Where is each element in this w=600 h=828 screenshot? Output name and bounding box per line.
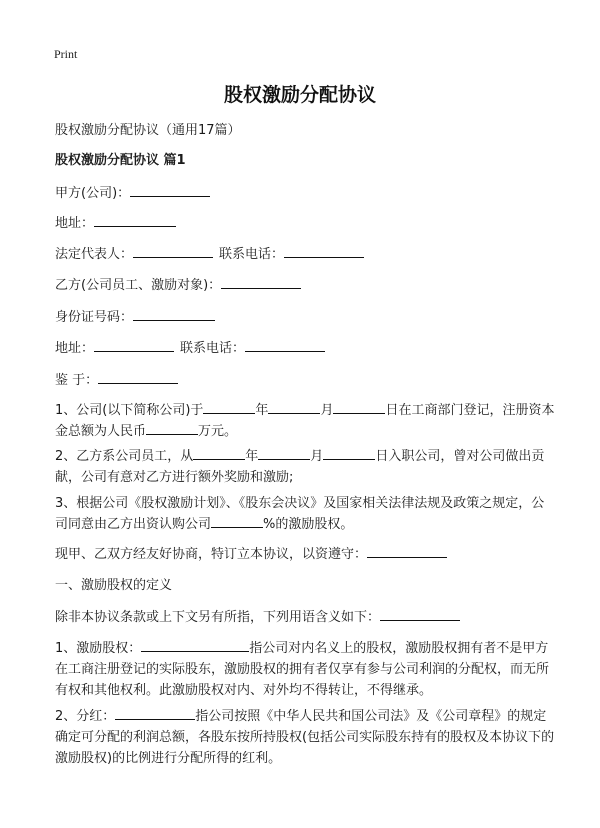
clause-1-year: 年: [255, 403, 269, 418]
subtitle: 股权激励分配协议（通用17篇）: [55, 123, 241, 138]
legal-rep-line: [55, 244, 556, 265]
party-a-line: [55, 183, 556, 204]
clause-1-year-blank: [203, 401, 255, 414]
section-one-heading: 一、激励股权的定义: [55, 578, 173, 593]
definition-2-blank: [115, 707, 195, 720]
party-a-label: 甲方(公司)：: [55, 186, 131, 201]
phone-label-1: 联系电话：: [219, 247, 285, 262]
phone-blank-2: [245, 339, 325, 352]
definition-1-text: 指公司对内名义上的股权，激励股权拥有者不是甲方在工商注册登记的实际股东，激励股权的拥有者仅享有参与公司利润的分配权，而无所有权和其他权利。此激励股权对内、对外均不得转让，不得继承。: [55, 641, 550, 698]
clause-1-day-blank: [333, 401, 385, 414]
legal-rep-blank: [133, 245, 213, 258]
document-title: 股权激励分配协议: [223, 84, 376, 106]
party-b-blank: [221, 276, 301, 289]
clause-2-year-blank: [193, 447, 245, 460]
clause-1: [55, 400, 555, 442]
clause-3-text-b: %的激励股权。: [263, 517, 354, 532]
phone-blank-1: [284, 245, 364, 258]
address-label-2: 地址：: [55, 341, 95, 356]
phone-label-2: 联系电话：: [180, 341, 246, 356]
section-title: 股权激励分配协议 篇1: [55, 153, 186, 168]
definitions-intro-line: [55, 607, 556, 628]
clause-1-month: 月: [320, 403, 334, 418]
agreement-text: 现甲、乙双方经友好协商，特订立本协议，以资遵守：: [55, 547, 368, 562]
party-b-label: 乙方(公司员工、激励对象)：: [55, 278, 222, 293]
clause-2-month: 月: [310, 449, 324, 464]
definition-1-blank: [141, 639, 249, 652]
whereas-line: [55, 370, 556, 391]
clause-2: [55, 446, 555, 488]
id-number-blank: [133, 308, 215, 321]
definition-2-text: 指公司按照《中华人民共和国公司法》及《公司章程》的规定确定可分配的利润总额，各股东按所持股权(包括公司实际股东持有的股权及本协议下的激励股权)的比例进行分配所得的红利。: [55, 709, 555, 766]
whereas-label: 鉴 于：: [55, 373, 99, 388]
address-blank-1: [94, 214, 176, 227]
clause-2-month-blank: [258, 447, 310, 460]
definition-1-term: 1、激励股权：: [55, 641, 142, 656]
clause-1-amount-blank: [146, 422, 198, 435]
legal-rep-label: 法定代表人：: [55, 247, 134, 262]
id-number-label: 身份证号码：: [55, 310, 134, 325]
definition-1: [55, 638, 555, 701]
print-link[interactable]: Print: [54, 47, 78, 61]
party-b-line: [55, 275, 556, 296]
address-blank-2: [94, 339, 174, 352]
agreement-line: [55, 544, 556, 565]
definitions-intro-blank: [380, 608, 460, 621]
definition-2-term: 2、分红：: [55, 709, 116, 724]
clause-3-percent-blank: [211, 515, 263, 528]
address-line-2: [55, 338, 556, 359]
clause-1-text-end: 万元。: [198, 424, 238, 439]
clause-2-day-blank: [323, 447, 375, 460]
clause-1-month-blank: [268, 401, 320, 414]
clause-2-year: 年: [245, 449, 259, 464]
definitions-intro-text: 除非本协议条款或上下文另有所指，下列用语含义如下：: [55, 610, 381, 625]
address-label-1: 地址：: [55, 216, 95, 231]
address-line-1: [55, 213, 556, 234]
clause-1-text-a: 1、公司(以下简称公司)于: [55, 403, 204, 418]
party-a-blank: [130, 184, 210, 197]
id-number-line: [55, 307, 556, 328]
definition-2: [55, 706, 555, 769]
clause-3-text-a: 3、根据公司《股权激励计划》、《股东会决议》及国家相关法律法规及政策之规定，公司同意由乙方出资认购公司: [55, 496, 545, 532]
clause-2-text-a: 2、乙方系公司员工，从: [55, 449, 194, 464]
clause-2-text-b: 日入职公司，曾对公司做出贡献，公司有意对乙方进行额外奖励和激励;: [55, 449, 545, 485]
agreement-blank: [367, 545, 447, 558]
whereas-blank: [98, 371, 178, 384]
clause-3: [55, 493, 555, 535]
clause-1-text-b: 日在工商部门登记，注册资本金总额为人民币: [55, 403, 555, 439]
